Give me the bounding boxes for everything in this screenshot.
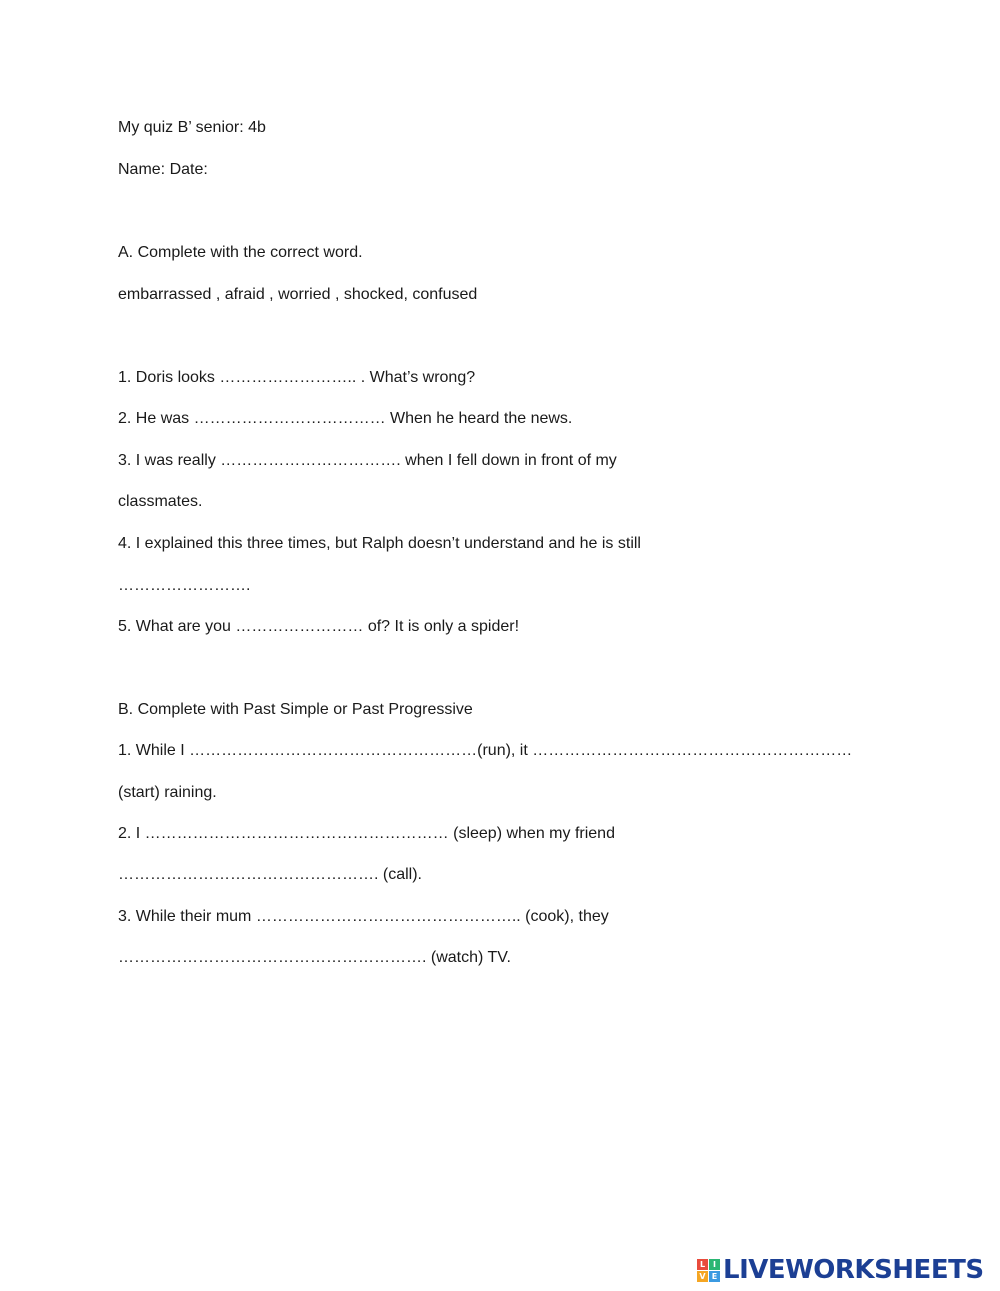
logo-cell-l: L: [697, 1259, 708, 1270]
section-a-instruction: A. Complete with the correct word.: [118, 244, 363, 261]
logo-mark-icon: [697, 1259, 720, 1282]
name-date-line: Name: Date:: [118, 161, 208, 178]
logo-cell-e: E: [709, 1271, 720, 1282]
section-b-item-2: 2. I ………………………………………………… (sleep) when my friend: [118, 825, 615, 842]
section-b-item-2-continued: …………………………………………. (call).: [118, 866, 422, 883]
section-a-item-3: 3. I was really ……………………………. when I fell down in front of my: [118, 452, 617, 469]
section-b-instruction: B. Complete with Past Simple or Past Progressive: [118, 701, 473, 718]
quiz-title: My quiz B’ senior: 4b: [118, 119, 266, 136]
word-bank: embarrassed , afraid , worried , shocked, confused: [118, 286, 478, 303]
section-a-item-3-continued: classmates.: [118, 493, 203, 510]
section-a-item-4: 4. I explained this three times, but Ralph doesn’t understand and he is still: [118, 535, 641, 552]
section-a-item-4-blank: …………………….: [118, 577, 251, 594]
section-b-item-1: 1. While I ………………………………………………(run), it ……………………………………………………: [118, 742, 853, 759]
logo-cell-v: V: [697, 1271, 708, 1282]
logo-wordmark: LIVEWORKSHEETS: [723, 1255, 984, 1285]
section-a-item-2: 2. He was ……………………………… When he heard the news.: [118, 410, 573, 427]
section-b-item-3: 3. While their mum ………………………………………….. (cook), they: [118, 908, 609, 925]
section-b-item-3-continued: …………………………………………………. (watch) TV.: [118, 949, 511, 966]
logo-cell-i: I: [709, 1259, 720, 1270]
section-a-item-1: 1. Doris looks …………………….. . What’s wrong?: [118, 369, 476, 386]
section-b-item-1-continued: (start) raining.: [118, 784, 217, 801]
section-a-item-5: 5. What are you …………………… of? It is only a spider!: [118, 618, 520, 635]
liveworksheets-logo: [697, 1255, 984, 1285]
